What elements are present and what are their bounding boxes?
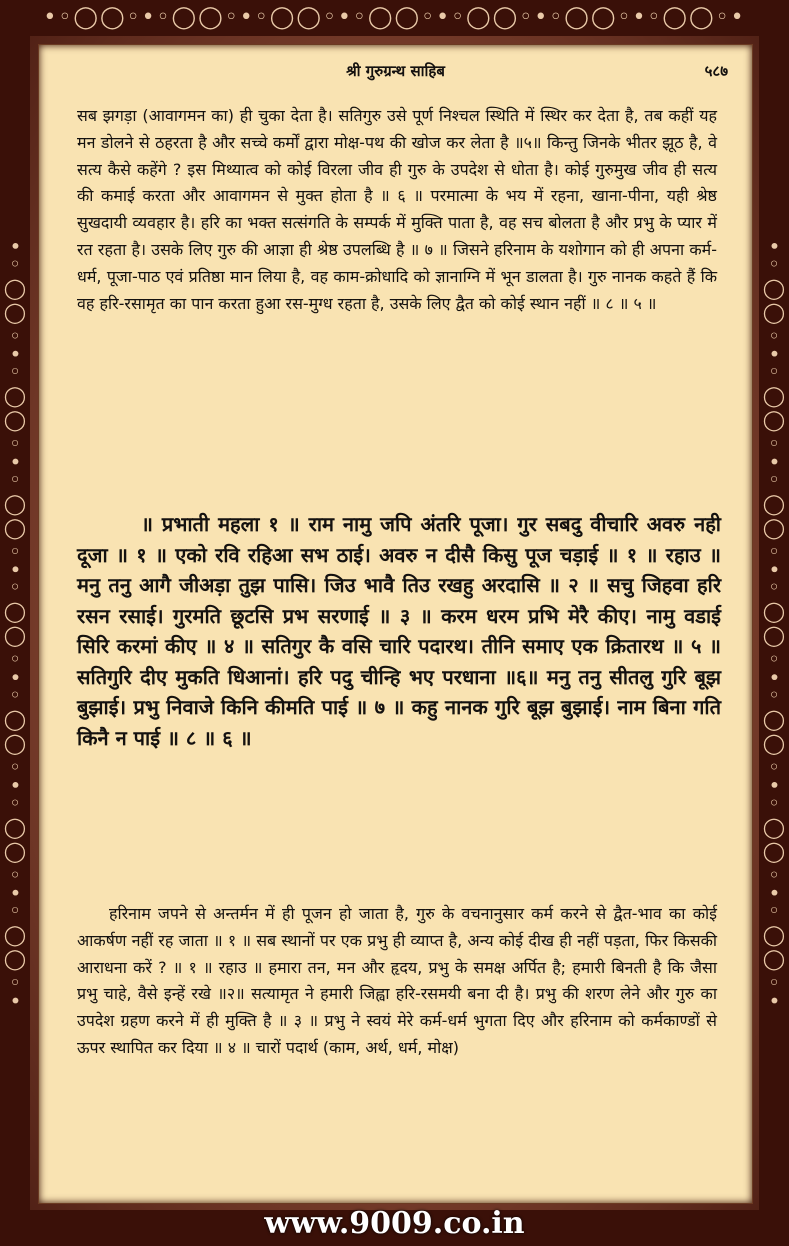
border-top-ornament: •◦◯◯◦•◦◯◯◦•◦◯◯◦•◦◯◯◦•◦◯◯◦•◦◯◯◦•◦◯◯◦• [0,0,789,36]
page-number: ५८७ [704,62,728,80]
shabad-verse: ॥ प्रभाती महला १ ॥ राम नामु जपि अंतरि पूजा। गुर सबदु वीचारि अवरु नही दूजा ॥ १ ॥ एको रवि रहिआ सभ ठाई। अवरु न दीसै किसु पूज चड़ाई ॥ १ ॥ रहाउ ॥ मनु तनु आगै जीअड़ा तुझ पासि। जिउ भावै तिउ रखहु अरदासि ॥ २ ॥ सचु जिहवा हरि रसन रसाई। गुरमति छूटसि प्रभ सरणाई ॥ ३ ॥ करम धरम प्रभि मेरै कीए। नामु वडाई सिरि करमां कीए ॥ ४ ॥ सतिगुर कै वसि चारि पदारथ। तीनि समाए एक क्रितारथ ॥ ५ ॥ सतिगुरि दीए मुकति धिआनां। हरि पदु चीन्हि भए परधाना ॥६॥ मनु तनु सीतलु गुरि बूझ बुझाई। प्रभु निवाजे किनि कीमति पाई ॥ ७ ॥ कहु नानक गुरि बूझ बुझाई। नाम बिना गति किनै न पाई ॥ ८ ॥ ६ ॥ [77,512,721,750]
border-left-ornament: •◦◯◯◦•◦◯◯◦•◦◯◯◦•◦◯◯◦•◦◯◯◦•◦◯◯◦•◦◯◯◦• [0,36,30,1210]
translation-paragraph-top: सब झगड़ा (आवागमन का) ही चुका देता है। सतिगुरु उसे पूर्ण निश्चल स्थिति में स्थिर कर देता है, तब कहीं यह मन डोलने से ठहरता है और सच्चे कर्मों द्वारा मोक्ष-पथ की खोज कर लेता है ॥५॥ किन्तु जिनके भीतर झूठ है, वे सत्य कैसे कहेंगे ? इस मिथ्यात्व को कोई विरला जीव ही गुरु के उपदेश से धोता है। कोई गुरुमुख जीव ही सत्य की कमाई करता और आवागमन से मुक्त होता है ॥ ६ ॥ परमात्मा के भय में रहना, खाना-पीना, यही श्रेष्ठ सुखदायी व्यवहार है। हरि का भक्त सत्संगति के सम्पर्क में मुक्ति पाता है, वह सच बोलता है और प्रभु के प्यार में रत रहता है। उसके लिए गुरु की आज्ञा ही श्रेष्ठ उपलब्धि है ॥ ७ ॥ जिसने हरिनाम के यशोगान को ही अपना कर्म-धर्म, पूजा-पाठ एवं प्रतिष्ठा मान लिया है, वह काम-क्रोधादि को ज्ञानाग्नि में भून डालता है। गुरु नानक कहते हैं कि वह हरि-रसामृत का पान करता हुआ रस-मुग्ध रहता है, उसके लिए द्वैत को कोई स्थान नहीं ॥ ८ ॥ ५ ॥ [77,106,717,313]
book-page [38,44,753,1204]
border-right-ornament: •◦◯◯◦•◦◯◯◦•◦◯◯◦•◦◯◯◦•◦◯◯◦•◦◯◯◦•◦◯◯◦• [759,36,789,1210]
page-header [39,61,752,85]
translation-paragraph-bottom: हरिनाम जपने से अन्तर्मन में ही पूजन हो जाता है, गुरु के वचनानुसार कर्म करने से द्वैत-भाव का कोई आकर्षण नहीं रह जाता ॥ १ ॥ सब स्थानों पर एक प्रभु ही व्याप्त है, अन्य कोई दीख ही नहीं पड़ता, फिर किसकी आराधना करें ? ॥ १ ॥ रहाउ ॥ हमारा तन, मन और हृदय, प्रभु के समक्ष अर्पित है; हमारी बिनती है कि जैसा प्रभु चाहे, वैसे इन्हें रखे ॥२॥ सत्यामृत ने हमारी जिह्वा हरि-रसमयी बना दी है। प्रभु की शरण लेने और गुरु का उपदेश ग्रहण करने में ही मुक्ति है ॥ ३ ॥ प्रभु ने स्वयं मेरे कर्म-धर्म भुगता दिए और हरिनाम को कर्मकाण्डों से ऊपर स्थापित कर दिया ॥ ४ ॥ चारों पदार्थ (काम, अर्थ, धर्म, मोक्ष) [77,904,717,1057]
page-title: श्री गुरुग्रन्थ साहिब [346,62,445,80]
footer-website-url[interactable]: www.9009.co.in [264,1206,525,1241]
